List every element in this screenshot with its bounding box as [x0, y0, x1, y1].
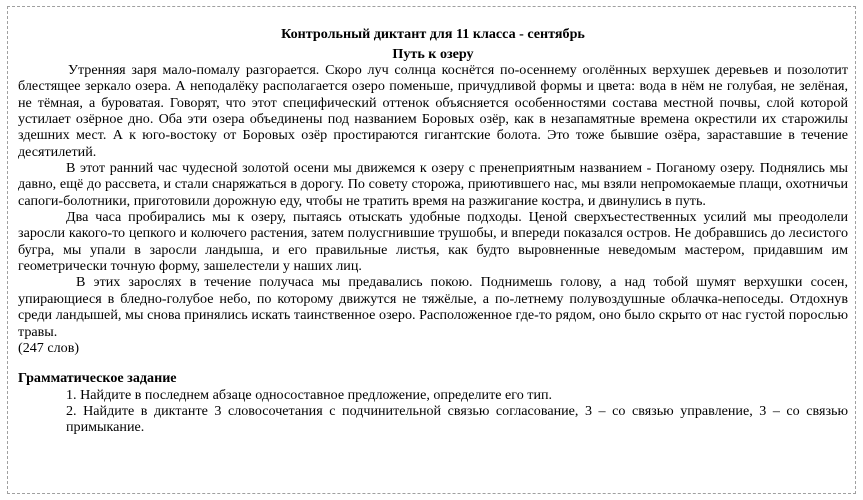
task-text: Найдите в диктанте 3 словосочетания с подчинительной связью согласование, 3 – со связью управление, 3 – со связью примыкание. [66, 402, 848, 436]
task-text: Найдите в последнем абзаце односоставное предложение, определите его тип. [80, 386, 553, 403]
document-title: Контрольный диктант для 11 класса - сентябрь [281, 26, 585, 42]
paragraph-1: Утренняя заря мало-помалу разгорается. Скоро луч солнца коснётся по-осеннему оголённых верхушек деревьев и позолотит блестящее зеркало озера. А неподалёку располагается озеро поменьше, причудливой формы и цвета: вода в нём не голубая, не зелёная, не тёмная, а буроватая. Говорят, что этот специфический оттенок объясняется особенностями состава местной почвы, слой которой устилает озёрное дно. Оба эти озера объединены под названием Боровых озёр, как в незапамятные времена окрестили их старожилы здешних мест. А к юго-востоку от Боровых озёр простираются гигантские болота. Это тоже бывшие озёра, зараставшие в течение десятилетий. [18, 62, 848, 160]
dictation-title: Путь к озеру [392, 46, 474, 62]
document-page [7, 6, 856, 494]
task-number: 1. [66, 386, 77, 403]
paragraph-2: В этот ранний час чудесной золотой осени мы движемся к озеру с пренеприятным названием - Поганому озеру. Поднялись мы давно, ещё до рассвета, и стали снаряжаться в дорогу. По совету сторожа, приютившего нас, мы взяли непромокаемые плащи, охотничьи сапоги-болотники, приготовили дорожную еду, чтобы не тратить время на разжигание костра, и двинулись в путь. [18, 160, 848, 209]
grammar-task-list [18, 387, 848, 436]
grammar-task-title: Грамматическое задание [18, 370, 177, 387]
task-number: 2. [66, 402, 77, 419]
paragraph-4: В этих зарослях в течение получаса мы предавались покою. Поднимешь голову, а над тобой шумят верхушки сосен, упирающиеся в бледно-голубое небо, по которому движутся не тяжёлые, а по-летнему полувоздушные облачка-непоседы. Отдохнув среди ландышей, мы снова принялись искать таинственное озеро. Расположенное где-то рядом, оно было скрыто от нас густой порослью травы. [18, 274, 848, 340]
document-content [18, 25, 848, 436]
grammar-task-item [66, 387, 848, 403]
paragraph-3: Два часа пробирались мы к озеру, пытаясь отыскать удобные подходы. Ценой сверхъестественных усилий мы преодолели заросли какого-то цепкого и колючего растения, затем полусгнившие трушобы, и впереди показался остров. Не добравшись до лесистого бугра, мы упали в заросли ландыша, и его правильные листья, как будто выровненные неведомым мастером, придавшим им геометрически точную форму, зашелестели у наших лиц. [18, 209, 848, 275]
grammar-task-item [66, 403, 848, 436]
word-count: (247 слов) [18, 339, 80, 356]
